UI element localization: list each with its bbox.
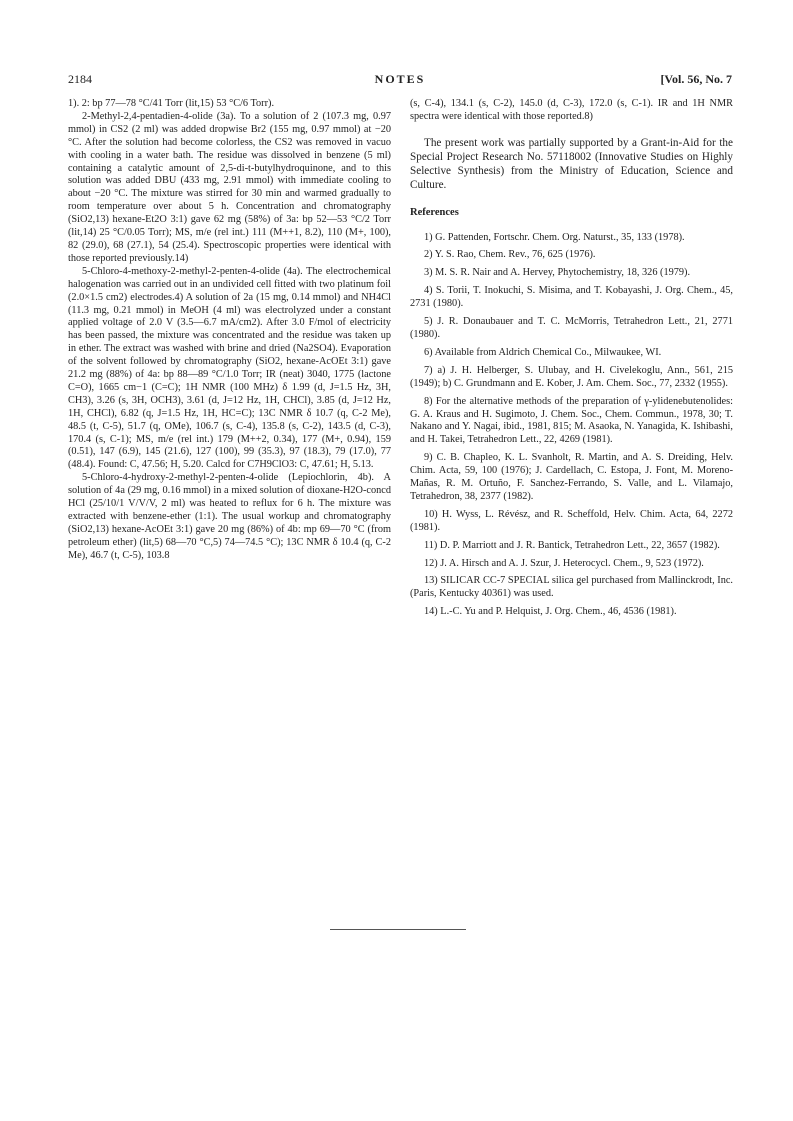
- acknowledgment: The present work was partially supported by a Grant-in-Aid for the Special Project Research No. 57118002 (Innovative Studies on Highly Selective Synthesis) from the Ministry of Education, Science and Culture.: [410, 136, 733, 192]
- section-title: NOTES: [374, 72, 426, 86]
- paragraph-continuation: 1). 2: bp 77—78 °C/41 Torr (lit,15) 53 °C/6 Torr).: [68, 98, 275, 109]
- reference-item: 2) Y. S. Rao, Chem. Rev., 76, 625 (1976).: [424, 249, 596, 261]
- paragraph-4a: 5-Chloro-4-methoxy-2-methyl-2-penten-4-olide (4a). The electrochemical halogenation was carried out in an undivided cell fitted with two platinum foil (2.0×1.5 cm2) electrodes.4) A solution of 2a (15 mg, 0.14 mmol) and NH4Cl (11.3 mg, 0.21 mmol) in MeOH (4 ml) was electrolyzed under a constant applied voltage of 2.0 V (3.5—6.7 mA/cm2). After 3.0 F/mol of electricity has been passed, the mixture was concentrated and the residue was taken up in ether. The extract was washed with brine and dried (Na2SO4). Evaporation of the solvent followed by chromatography (SiO2, hexane-AcOEt 3:1) gave 21.2 mg (88%) of 4a: bp 88—89 °C/1.0 Torr; IR (neat) 3040, 1775 (lactone C=O), 1665 cm−1 (C=C); 1H NMR (100 MHz) δ 1.99 (d, J=1.5 Hz, 3H, CH3), 3.26 (s, 3H, OCH3), 3.61 (d, J=12 Hz, 1H, CHCl), 3.85 (d, J=12 Hz, 1H, CHCl), 6.82 (q, J=1.5 Hz, 1H, HC=C); 13C NMR δ 10.7 (q, C-2 Me), 48.5 (t, C-5), 51.7 (q, OMe), 106.7 (s, C-4), 135.8 (s, C-2), 143.5 (d, C-3), 170.4 (s, C-1); MS, m/e (rel int.) 179 (M++2, 0.34), 177 (M+, 0.94), 159 (0.51), 147 (6.9), 145 (21.6), 127 (100), 99 (35.3), 97 (18.3), 79 (17.0), 77 (48.4). Found: C, 47.56; H, 5.20. Calcd for C7H9ClO3: C, 47.61; H, 5.13.: [68, 265, 391, 471]
- reference-item: 5) J. R. Donaubauer and T. C. McMorris, Tetrahedron Lett., 21, 2771 (1980).: [410, 316, 733, 340]
- reference-item: 7) a) J. H. Helberger, S. Ulubay, and H. Civelekoglu, Ann., 561, 215 (1949); b) C. Grundmann and E. Kober, J. Am. Chem. Soc., 77, 2332 (1955).: [410, 364, 733, 389]
- references-list: [410, 232, 733, 620]
- right-column: [410, 98, 733, 624]
- reference-item: 10) H. Wyss, L. Révész, and R. Scheffold, Helv. Chim. Acta, 64, 2272 (1981).: [410, 508, 733, 533]
- reference-item: 13) SILICAR CC-7 SPECIAL silica gel purchased from Mallinckrodt, Inc. (Paris, Kentucky 40361) was used.: [410, 575, 733, 600]
- paragraph-continuation-right: (s, C-4), 134.1 (s, C-2), 145.0 (d, C-3), 172.0 (s, C-1). IR and 1H NMR spectra were identical with those reported.8): [410, 98, 733, 122]
- reference-item: 1) G. Pattenden, Fortschr. Chem. Org. Naturst., 35, 133 (1978).: [424, 231, 685, 243]
- reference-item: 6) Available from Aldrich Chemical Co., Milwaukee, WI.: [424, 346, 662, 358]
- end-rule: [330, 929, 466, 930]
- reference-item: 8) For the alternative methods of the preparation of γ-ylidenebutenolides: G. A. Kraus and H. Sugimoto, J. Chem. Soc., Chem. Commun., 1978, 30; T. Nakano and Y. Nagai, ibid., 1981, 815; M. Asaoka, N. Yanagida, K. Ishibashi, and H. Takei, Tetrahedron Lett., 22, 4269 (1981).: [410, 395, 733, 446]
- reference-item: 14) L.-C. Yu and P. Helquist, J. Org. Chem., 46, 4536 (1981).: [424, 606, 677, 618]
- left-column: [68, 98, 391, 563]
- volume-label: [Vol. 56, No. 7: [660, 72, 732, 86]
- references-heading: References: [410, 206, 459, 218]
- paragraph-3a: 2-Methyl-2,4-pentadien-4-olide (3a). To a solution of 2 (107.3 mg, 0.97 mmol) in CS2 (2 ml) was added dropwise Br2 (155 mg, 0.97 mmol) at −20 °C. After the solution had become colorless, the CS2 was removed in vacuo with cooling in a water bath. The residue was dissolved in benzene (5 ml) containing a catalytic amount of 2,5-di-t-butylhydroquinone, and to this solution was added DBU (433 mg, 2.91 mmol) with immediate cooling to about −20 °C. The mixture was stirred for 30 min and warmed gradually to room temperature over about 5 h. Concentration and chromatography (SiO2,13) hexane-Et2O 3:1) gave 62 mg (58%) of 3a: bp 52—53 °C/2 Torr (lit,14) 25 °C/0.05 Torr); MS, m/e (rel int.) 111 (M++1, 8.2), 110 (M+, 100), 82 (29.0), 68 (27.1), 54 (25.4). Spectroscopic properties were identical with those reported previously.14): [68, 110, 391, 264]
- reference-item: 9) C. B. Chapleo, K. L. Svanholt, R. Martin, and A. S. Dreiding, Helv. Chim. Acta, 59, 100 (1976); J. Cardellach, C. Estopa, J. Font, M. Moreno-Mañas, R. M. Ortuño, F. Sanchez-Ferrando, S. Valle, and L. Vilamajo, Tetrahedron, 38, 2377 (1982).: [410, 452, 733, 502]
- reference-item: 4) S. Torii, T. Inokuchi, S. Misima, and T. Kobayashi, J. Org. Chem., 45, 2731 (1980).: [410, 285, 733, 310]
- reference-item: 12) J. A. Hirsch and A. J. Szur, J. Heterocycl. Chem., 9, 523 (1972).: [424, 557, 704, 569]
- reference-item: 11) D. P. Marriott and J. R. Bantick, Tetrahedron Lett., 22, 3657 (1982).: [424, 539, 720, 551]
- paragraph-4b: 5-Chloro-4-hydroxy-2-methyl-2-penten-4-olide (Lepiochlorin, 4b). A solution of 4a (29 mg, 0.16 mmol) in a mixed solution of dioxane-H2O-concd HCl (25/10/1 V/V/V, 2 ml) was heated to reflux for 6 h. The mixture was extracted with benzene-ether (1:1). The usual workup and chromatography (SiO2,13) hexane-AcOEt 3:1) gave 20 mg (86%) of 4b: mp 69—70 °C (from petroleum ether) (lit,5) 68—70 °C,5) 74—74.5 °C); 13C NMR δ 10.4 (q, C-2 Me), 46.7 (t, C-5), 103.8: [68, 472, 391, 561]
- page-number: 2184: [68, 72, 92, 86]
- reference-item: 3) M. S. R. Nair and A. Hervey, Phytochemistry, 18, 326 (1979).: [424, 267, 691, 279]
- page-header: [68, 72, 732, 88]
